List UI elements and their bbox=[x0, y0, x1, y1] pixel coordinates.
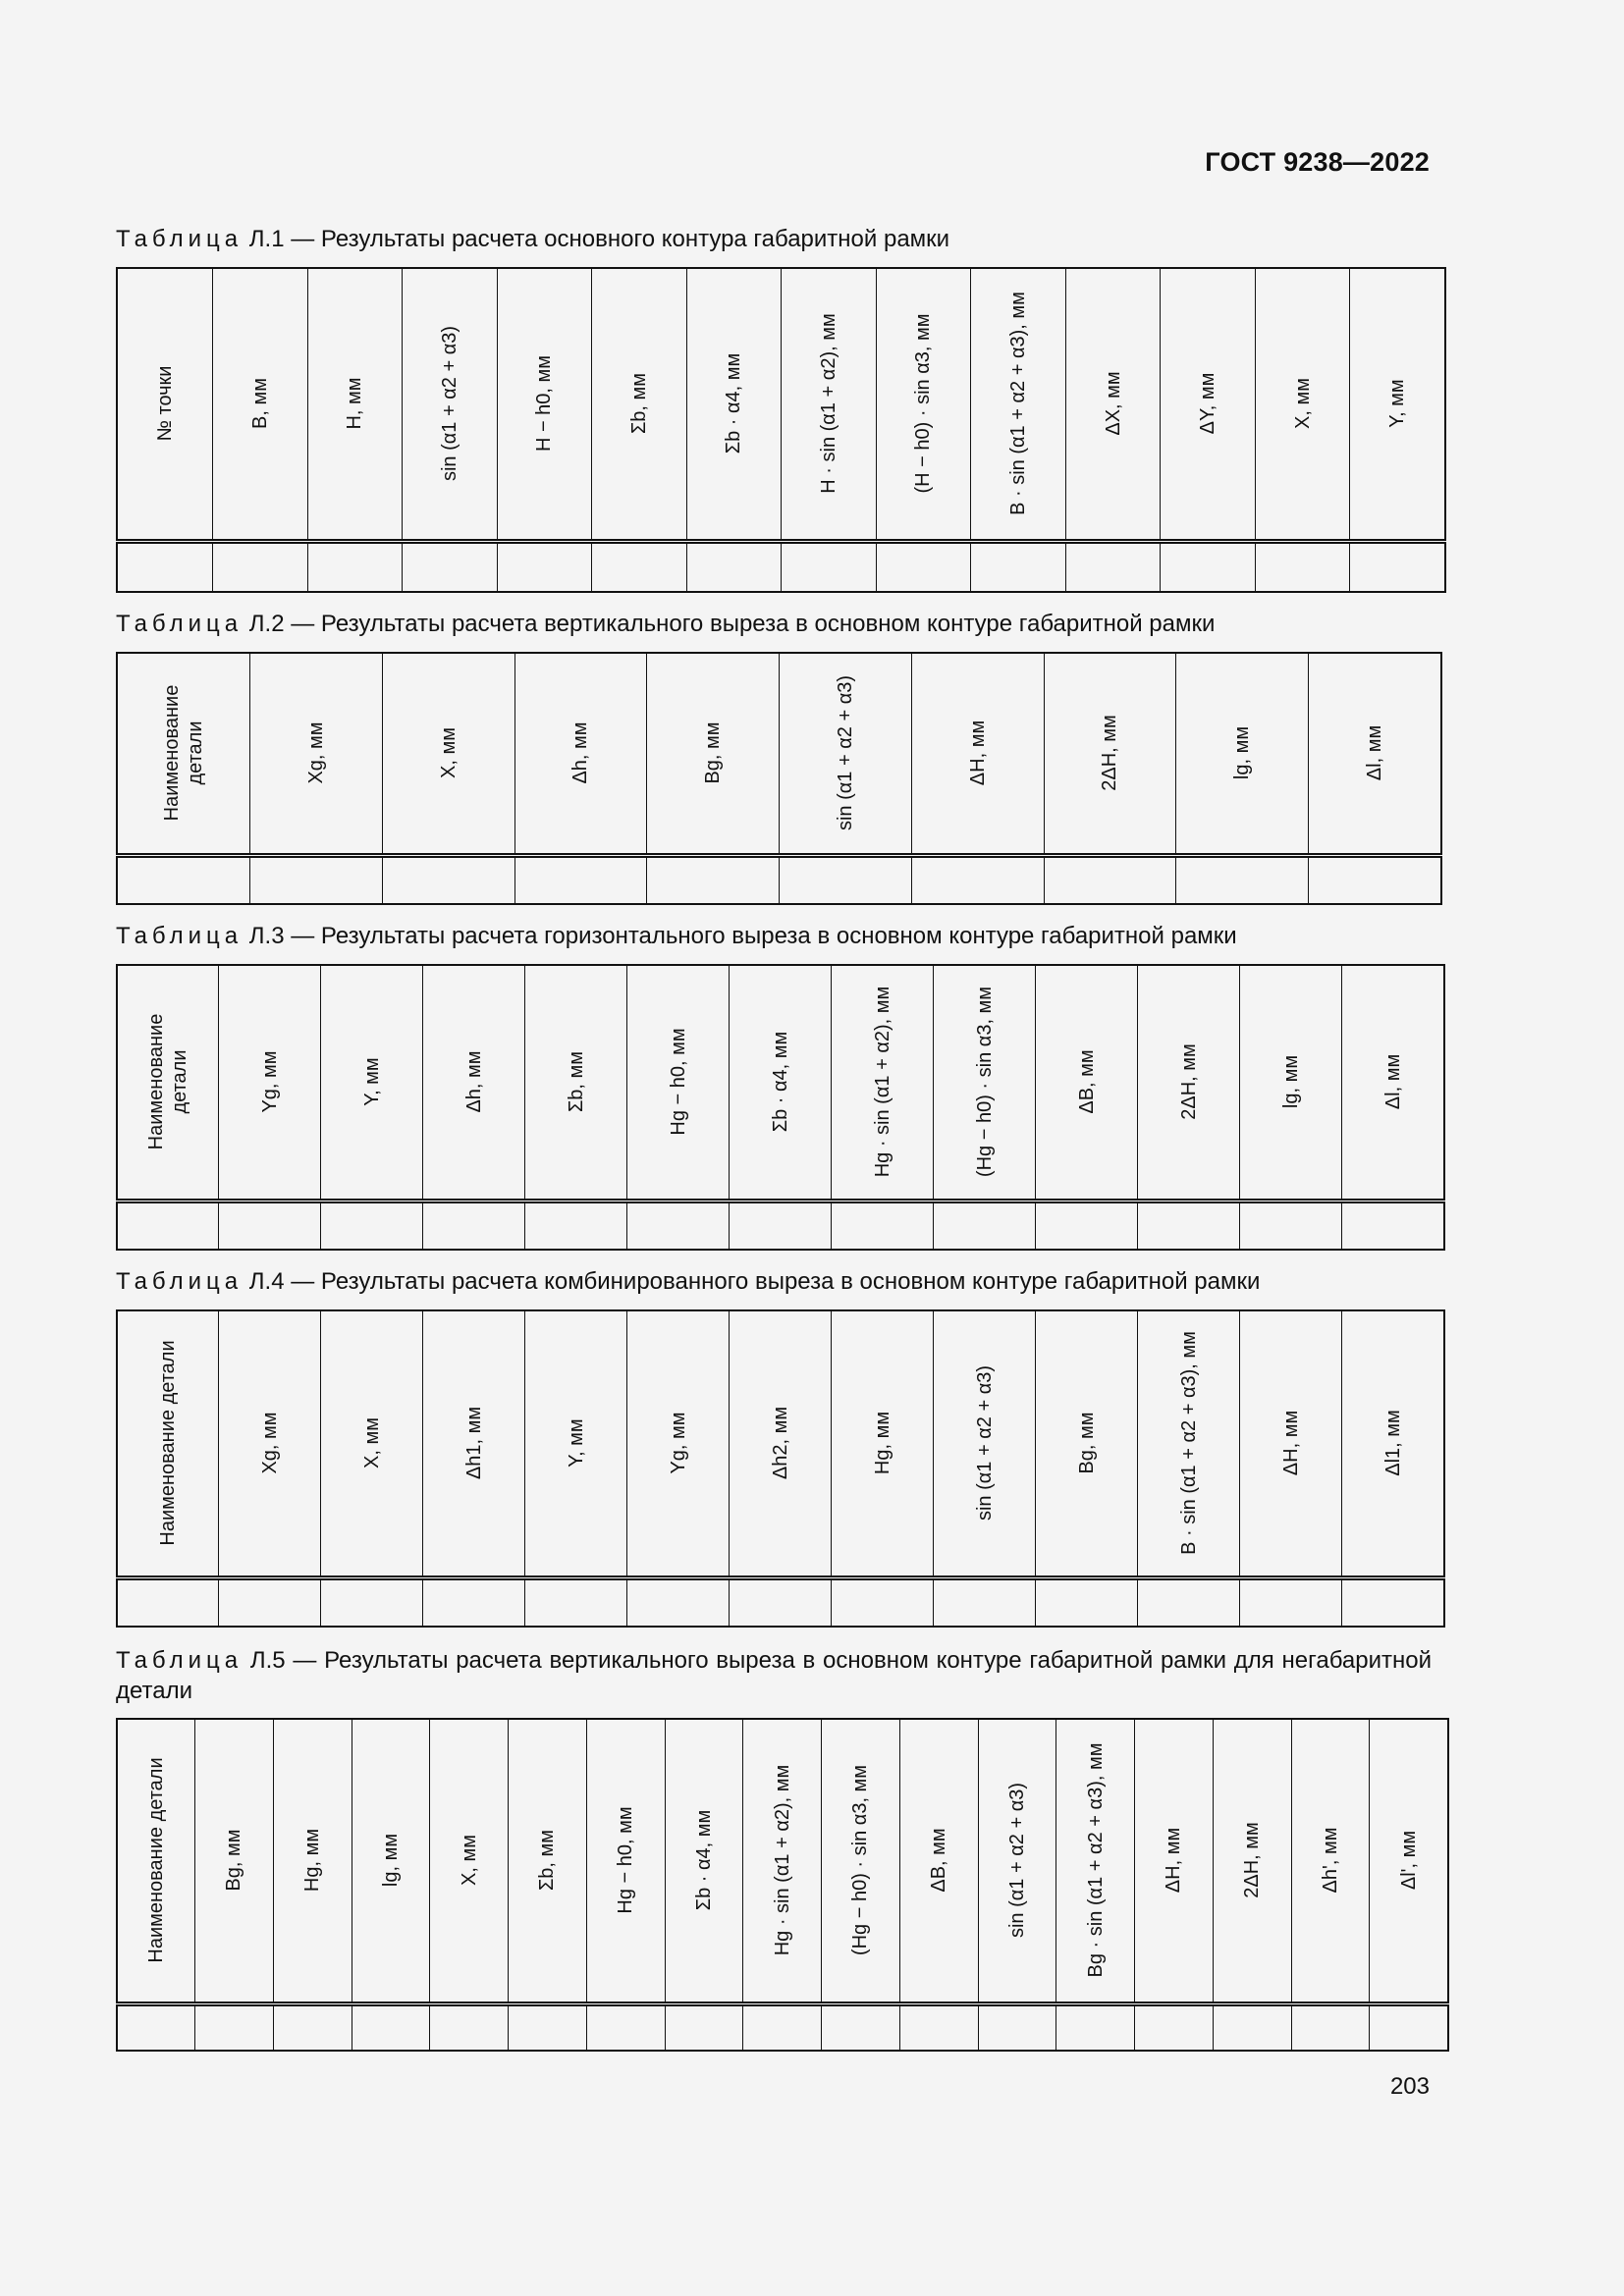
caption-label: Таблица bbox=[116, 923, 244, 949]
empty-cell bbox=[117, 1577, 219, 1627]
column-header bbox=[832, 965, 934, 1201]
column-header-label: Σb · α4, мм bbox=[723, 352, 745, 454]
empty-cell bbox=[782, 541, 877, 592]
empty-cell bbox=[514, 855, 647, 904]
column-header-label: ΔX, мм bbox=[1102, 371, 1124, 436]
column-header bbox=[627, 1310, 730, 1577]
column-header-label: H · sin (α1 + α2), мм bbox=[817, 313, 839, 494]
column-header bbox=[514, 653, 647, 855]
column-header-label: X, мм bbox=[437, 727, 460, 779]
empty-cell bbox=[509, 2003, 587, 2051]
empty-cell bbox=[525, 1201, 627, 1250]
column-header bbox=[352, 1719, 430, 2003]
column-header-label: Δh, мм bbox=[462, 1050, 485, 1113]
column-header bbox=[1342, 965, 1445, 1201]
page-number: 203 bbox=[1389, 2073, 1430, 2100]
empty-cell bbox=[117, 855, 250, 904]
empty-cell bbox=[525, 1577, 627, 1627]
column-header bbox=[321, 965, 423, 1201]
column-header-label: Δh2, мм bbox=[769, 1407, 791, 1480]
column-header-label: Hg, мм bbox=[301, 1829, 324, 1893]
empty-cell bbox=[822, 2003, 900, 2051]
empty-cell bbox=[423, 1577, 525, 1627]
column-header bbox=[1135, 1719, 1214, 2003]
column-header-label: Наименование детали bbox=[145, 1013, 190, 1150]
column-header bbox=[743, 1719, 822, 2003]
column-header-first bbox=[117, 965, 219, 1201]
column-header-label: B · sin (α1 + α2 + α3), мм bbox=[1177, 1331, 1200, 1556]
column-header bbox=[525, 1310, 627, 1577]
column-header bbox=[1065, 268, 1161, 541]
empty-cell bbox=[1036, 1201, 1138, 1250]
column-header bbox=[647, 653, 780, 855]
table-caption-l4 bbox=[116, 1266, 1432, 1297]
caption-label: Таблица bbox=[116, 1647, 244, 1674]
column-header bbox=[321, 1310, 423, 1577]
empty-cell bbox=[934, 1201, 1036, 1250]
column-header-label: Hg, мм bbox=[871, 1412, 893, 1475]
column-header-label: sin (α1 + α2 + α3) bbox=[1005, 1783, 1028, 1939]
column-header-label: Наименование детали bbox=[145, 1757, 167, 1963]
column-header bbox=[1309, 653, 1441, 855]
column-header-label: ΔY, мм bbox=[1197, 372, 1219, 435]
column-header-label: Δh, мм bbox=[569, 721, 592, 784]
empty-cell bbox=[1036, 1577, 1138, 1627]
column-header bbox=[273, 1719, 352, 2003]
column-header bbox=[1176, 653, 1309, 855]
column-header bbox=[1036, 1310, 1138, 1577]
empty-cell bbox=[1065, 541, 1161, 592]
column-header bbox=[213, 268, 308, 541]
column-header-label: 2ΔH, мм bbox=[1099, 715, 1121, 792]
column-header bbox=[1350, 268, 1445, 541]
empty-cell bbox=[1342, 1577, 1445, 1627]
column-header-label: 2ΔH, мм bbox=[1177, 1043, 1200, 1121]
column-header bbox=[780, 653, 912, 855]
column-header-label: 2ΔH, мм bbox=[1241, 1822, 1264, 1899]
table-l4 bbox=[116, 1309, 1445, 1628]
column-header-label: Σb · α4, мм bbox=[769, 1031, 791, 1133]
empty-cell bbox=[213, 541, 308, 592]
caption-label: Таблица bbox=[116, 226, 244, 252]
caption-text: Л.3 — Результаты расчета горизонтального выреза в основном контуре габаритной рамки bbox=[243, 923, 1237, 949]
column-header-label: Xg, мм bbox=[304, 721, 327, 784]
empty-cell bbox=[647, 855, 780, 904]
column-header-label: Δl', мм bbox=[1397, 1831, 1420, 1891]
column-header-label: sin (α1 + α2 + α3) bbox=[438, 326, 460, 482]
column-header bbox=[1161, 268, 1256, 541]
column-header bbox=[899, 1719, 978, 2003]
empty-cell bbox=[321, 1201, 423, 1250]
column-header-label: (Hg − h0) · sin α3, мм bbox=[973, 987, 996, 1178]
column-header bbox=[971, 268, 1066, 541]
column-header-label: X, мм bbox=[360, 1417, 383, 1469]
empty-cell bbox=[1161, 541, 1256, 592]
table-l3 bbox=[116, 964, 1445, 1251]
column-header bbox=[1213, 1719, 1291, 2003]
column-header-label: sin (α1 + α2 + α3) bbox=[973, 1365, 996, 1522]
empty-cell bbox=[1176, 855, 1309, 904]
caption-text: Л.1 — Результаты расчета основного контура габаритной рамки bbox=[243, 226, 950, 252]
column-header bbox=[1240, 965, 1342, 1201]
empty-cell bbox=[117, 2003, 195, 2051]
column-header-label: Наименование детали bbox=[157, 1340, 179, 1546]
column-header-label: Bg, мм bbox=[702, 721, 725, 784]
column-header bbox=[403, 268, 498, 541]
column-header-label: ΔB, мм bbox=[1075, 1049, 1098, 1114]
empty-cell bbox=[1350, 541, 1445, 592]
empty-cell bbox=[117, 1201, 219, 1250]
caption-label: Таблица bbox=[116, 611, 244, 637]
column-header-label: ΔH, мм bbox=[1163, 1828, 1185, 1894]
column-header-label: ΔH, мм bbox=[966, 721, 989, 786]
column-header-label: lg, мм bbox=[379, 1834, 402, 1888]
empty-cell bbox=[1291, 2003, 1370, 2051]
column-header bbox=[665, 1719, 743, 2003]
column-header-label: Y, мм bbox=[360, 1057, 383, 1106]
empty-cell bbox=[250, 855, 383, 904]
column-header bbox=[934, 1310, 1036, 1577]
empty-cell bbox=[382, 855, 514, 904]
column-header-label: Yg, мм bbox=[258, 1050, 281, 1113]
column-header-label: Xg, мм bbox=[258, 1412, 281, 1474]
empty-cell bbox=[971, 541, 1066, 592]
column-header-label: ΔB, мм bbox=[928, 1828, 950, 1893]
column-header bbox=[219, 965, 321, 1201]
table-l5 bbox=[116, 1718, 1449, 2052]
column-header-label: Y, мм bbox=[565, 1418, 587, 1468]
column-header bbox=[934, 965, 1036, 1201]
column-header-label: Bg, мм bbox=[1075, 1412, 1098, 1474]
empty-cell bbox=[1138, 1201, 1240, 1250]
column-header bbox=[586, 1719, 665, 2003]
column-header bbox=[307, 268, 403, 541]
caption-label: Таблица bbox=[116, 1268, 244, 1295]
empty-cell bbox=[1370, 2003, 1448, 2051]
empty-cell bbox=[1056, 2003, 1135, 2051]
empty-cell bbox=[423, 1201, 525, 1250]
empty-cell bbox=[743, 2003, 822, 2051]
column-header bbox=[1342, 1310, 1445, 1577]
column-header-label: (Hg − h0) · sin α3, мм bbox=[849, 1765, 872, 1956]
column-header bbox=[911, 653, 1044, 855]
column-header bbox=[525, 965, 627, 1201]
column-header-label: Yg, мм bbox=[667, 1412, 689, 1474]
caption-text: Л.2 — Результаты расчета вертикального выреза в основном контуре габаритной рамки bbox=[243, 611, 1216, 637]
empty-cell bbox=[899, 2003, 978, 2051]
column-header bbox=[423, 1310, 525, 1577]
column-header-first bbox=[117, 268, 213, 541]
empty-cell bbox=[273, 2003, 352, 2051]
empty-cell bbox=[1135, 2003, 1214, 2051]
empty-cell bbox=[686, 541, 782, 592]
empty-cell bbox=[911, 855, 1044, 904]
column-header-label: Σb, мм bbox=[627, 373, 650, 435]
column-header bbox=[250, 653, 383, 855]
column-header-label: Hg − h0, мм bbox=[615, 1806, 637, 1914]
column-header bbox=[782, 268, 877, 541]
table-caption-l5 bbox=[116, 1645, 1432, 1706]
empty-cell bbox=[627, 1577, 730, 1627]
empty-cell bbox=[1044, 855, 1176, 904]
column-header bbox=[1291, 1719, 1370, 2003]
column-header bbox=[730, 965, 832, 1201]
empty-cell bbox=[403, 541, 498, 592]
column-header-label: № точки bbox=[154, 365, 176, 442]
column-header bbox=[876, 268, 971, 541]
empty-cell bbox=[1213, 2003, 1291, 2051]
empty-cell bbox=[430, 2003, 509, 2051]
empty-cell bbox=[321, 1577, 423, 1627]
empty-cell bbox=[586, 2003, 665, 2051]
column-header bbox=[1044, 653, 1176, 855]
column-header-label: Δh', мм bbox=[1319, 1827, 1341, 1894]
column-header bbox=[1370, 1719, 1448, 2003]
column-header-label: Δl, мм bbox=[1364, 725, 1385, 781]
column-header-label: lg, мм bbox=[1231, 726, 1254, 780]
column-header bbox=[497, 268, 592, 541]
empty-cell bbox=[1138, 1577, 1240, 1627]
column-header-label: Hg · sin (α1 + α2), мм bbox=[771, 1764, 793, 1956]
empty-cell bbox=[978, 2003, 1056, 2051]
column-header-label: Y, мм bbox=[1386, 379, 1409, 428]
document-code: ГОСТ 9238—2022 bbox=[1205, 147, 1430, 177]
column-header-label: Bg · sin (α1 + α2 + α3), мм bbox=[1084, 1742, 1107, 1978]
column-header-label: sin (α1 + α2 + α3) bbox=[834, 675, 856, 831]
column-header-label: lg, мм bbox=[1279, 1055, 1302, 1109]
column-header bbox=[1056, 1719, 1135, 2003]
empty-cell bbox=[730, 1577, 832, 1627]
column-header-label: Hg − h0, мм bbox=[667, 1028, 689, 1136]
column-header bbox=[1255, 268, 1350, 541]
empty-cell bbox=[1255, 541, 1350, 592]
column-header-first bbox=[117, 1310, 219, 1577]
column-header-label: B · sin (α1 + α2 + α3), мм bbox=[1007, 292, 1030, 516]
empty-cell bbox=[219, 1201, 321, 1250]
column-header-label: X, мм bbox=[1291, 378, 1314, 430]
column-header bbox=[832, 1310, 934, 1577]
empty-cell bbox=[780, 855, 912, 904]
column-header bbox=[1138, 1310, 1240, 1577]
column-header-first bbox=[117, 653, 250, 855]
column-header-label: Σb · α4, мм bbox=[692, 1809, 715, 1911]
column-header bbox=[423, 965, 525, 1201]
column-header-label: ΔH, мм bbox=[1279, 1411, 1302, 1476]
table-l2 bbox=[116, 652, 1442, 905]
table-l1 bbox=[116, 267, 1446, 593]
column-header-label: Δl, мм bbox=[1381, 1054, 1404, 1110]
empty-cell bbox=[832, 1577, 934, 1627]
table-caption-l2 bbox=[116, 609, 1432, 639]
table-caption-l3 bbox=[116, 921, 1432, 951]
column-header-label: H, мм bbox=[344, 377, 366, 430]
empty-cell bbox=[117, 541, 213, 592]
empty-cell bbox=[876, 541, 971, 592]
column-header bbox=[195, 1719, 274, 2003]
column-header bbox=[730, 1310, 832, 1577]
column-header-label: Σb, мм bbox=[565, 1051, 587, 1113]
column-header-label: Σb, мм bbox=[536, 1830, 559, 1892]
column-header-label: Наименование детали bbox=[161, 684, 206, 822]
column-header-label: X, мм bbox=[458, 1835, 480, 1887]
empty-cell bbox=[1240, 1577, 1342, 1627]
table-caption-l1 bbox=[116, 224, 1432, 254]
empty-cell bbox=[665, 2003, 743, 2051]
empty-cell bbox=[497, 541, 592, 592]
column-header bbox=[686, 268, 782, 541]
caption-text: Л.4 — Результаты расчета комбинированного выреза в основном контуре габаритной рамки bbox=[243, 1268, 1261, 1295]
column-header bbox=[430, 1719, 509, 2003]
empty-cell bbox=[195, 2003, 274, 2051]
empty-cell bbox=[219, 1577, 321, 1627]
empty-cell bbox=[592, 541, 687, 592]
column-header bbox=[219, 1310, 321, 1577]
column-header bbox=[382, 653, 514, 855]
column-header bbox=[509, 1719, 587, 2003]
column-header-label: Bg, мм bbox=[223, 1829, 245, 1892]
column-header-label: B, мм bbox=[248, 378, 271, 430]
empty-cell bbox=[934, 1577, 1036, 1627]
column-header-label: (H − h0) · sin α3, мм bbox=[912, 313, 935, 494]
column-header-label: Δl1, мм bbox=[1381, 1410, 1404, 1477]
column-header-label: Hg · sin (α1 + α2), мм bbox=[871, 986, 893, 1178]
column-header bbox=[1036, 965, 1138, 1201]
column-header bbox=[978, 1719, 1056, 2003]
column-header-label: Δh1, мм bbox=[462, 1407, 485, 1480]
empty-cell bbox=[352, 2003, 430, 2051]
column-header bbox=[627, 965, 730, 1201]
empty-cell bbox=[627, 1201, 730, 1250]
column-header-first bbox=[117, 1719, 195, 2003]
caption-text: Л.5 — Результаты расчета вертикального выреза в основном контуре габаритной рамки для негабаритной детали bbox=[116, 1647, 1432, 1704]
column-header-label: H − h0, мм bbox=[533, 355, 556, 453]
empty-cell bbox=[1240, 1201, 1342, 1250]
empty-cell bbox=[730, 1201, 832, 1250]
column-header bbox=[592, 268, 687, 541]
column-header bbox=[1240, 1310, 1342, 1577]
empty-cell bbox=[1309, 855, 1441, 904]
column-header bbox=[1138, 965, 1240, 1201]
column-header bbox=[822, 1719, 900, 2003]
empty-cell bbox=[1342, 1201, 1445, 1250]
empty-cell bbox=[832, 1201, 934, 1250]
empty-cell bbox=[307, 541, 403, 592]
